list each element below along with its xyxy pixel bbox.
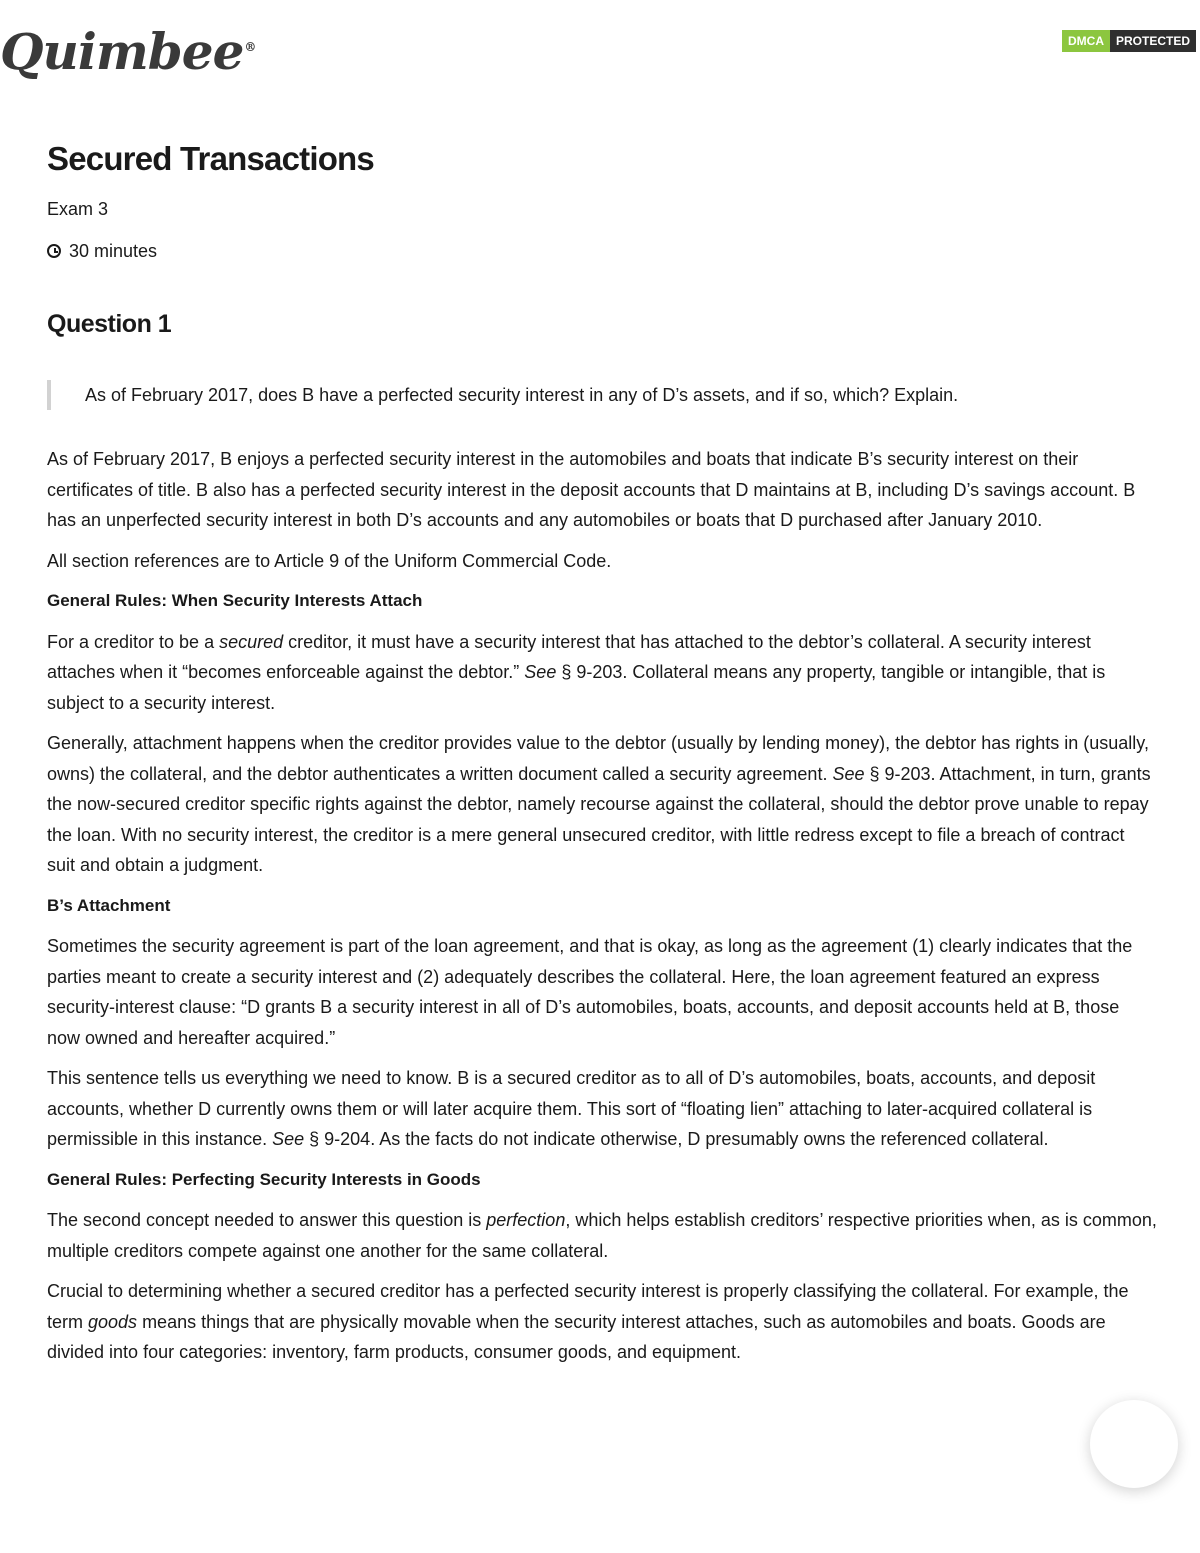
answer-paragraph-1: As of February 2017, B enjoys a perfected security interest in the automobiles and boats that indicate B’s security interest on their certificates of title. B also has a perfected security interest in the deposit accounts that D maintains at B, including D’s savings account. B has an unperfected security interest in both D’s accounts and any automobiles or boats that D purchased after January 2010. xyxy=(47,449,1136,530)
header xyxy=(0,0,1200,100)
subheading-b-attachment: B’s Attachment xyxy=(47,895,171,915)
question-prompt: As of February 2017, does B have a perfected security interest in any of D’s assets, and if so, which? Explain. xyxy=(47,380,1157,410)
dmca-badge[interactable] xyxy=(1062,30,1196,52)
subheading-attach: General Rules: When Security Interests Attach xyxy=(47,591,423,610)
answer-paragraph-6: This sentence tells us everything we need to know. B is a secured creditor as to all of D’s automobiles, boats, accounts, and deposit accounts, whether D currently owns them or will later acquire them. This sort of “floating lien” attaching to later-acquired collateral is permissible in this instance. See § 9-204. As the facts do not indicate otherwise, D presumably owns the referenced collateral. xyxy=(47,1068,1096,1149)
page-title: Secured Transactions xyxy=(47,140,374,177)
dmca-badge-right: PROTECTED xyxy=(1110,30,1196,52)
registered-mark: ® xyxy=(244,40,256,55)
answer-paragraph-7: The second concept needed to answer this question is perfection, which helps establish creditors’ respective priorities when, as is common, multiple creditors compete against one another for the same collateral. xyxy=(47,1210,1157,1261)
dmca-badge-left: DMCA xyxy=(1062,30,1110,52)
question-heading: Question 1 xyxy=(47,310,172,338)
floating-action-button[interactable] xyxy=(1090,1400,1178,1488)
duration xyxy=(47,240,1157,262)
main-content xyxy=(47,138,1157,1378)
quimbee-logo[interactable] xyxy=(0,22,255,81)
logo-text: Quimbee xyxy=(0,22,244,81)
answer-body xyxy=(47,444,1157,1368)
clock-icon xyxy=(47,244,61,258)
answer-paragraph-8: Crucial to determining whether a secured creditor has a perfected security interest is properly classifying the collateral. For example, the term goods means things that are physically movable when the security interest attaches, such as automobiles and boats. Goods are divided into four categories: inventory, farm products, consumer goods, and equipment. xyxy=(47,1281,1129,1362)
duration-text: 30 minutes xyxy=(69,241,158,261)
subheading-perfecting: General Rules: Perfecting Security Interests in Goods xyxy=(47,1169,481,1189)
answer-paragraph-4: Generally, attachment happens when the creditor provides value to the debtor (usually by lending money), the debtor has rights in (usually, owns) the collateral, and the debtor authenticates a written document called a security agreement. See § 9-203. Attachment, in turn, grants the now-secured creditor specific rights against the debtor, namely recourse against the collateral, should the debtor prove unable to repay the loan. With no security interest, the creditor is a mere general unsecured creditor, with little redress except to file a breach of contract suit and obtain a judgment. xyxy=(47,733,1151,875)
answer-paragraph-5: Sometimes the security agreement is part of the loan agreement, and that is okay, as long as the agreement (1) clearly indicates that the parties meant to create a security interest and (2) adequately describes the collateral. Here, the loan agreement featured an express security-interest clause: “D grants B a security interest in all of D’s automobiles, boats, accounts, and deposit accounts held at B, those now owned and hereafter acquired.” xyxy=(47,936,1133,1048)
exam-label: Exam 3 xyxy=(47,199,109,219)
answer-paragraph-2: All section references are to Article 9 of the Uniform Commercial Code. xyxy=(47,550,612,571)
answer-paragraph-3: For a creditor to be a secured creditor, it must have a security interest that has attached to the debtor’s collateral. A security interest attaches when it “becomes enforceable against the debtor.” See § 9-203. Collateral means any property, tangible or intangible, that is subject to a security interest. xyxy=(47,631,1106,713)
